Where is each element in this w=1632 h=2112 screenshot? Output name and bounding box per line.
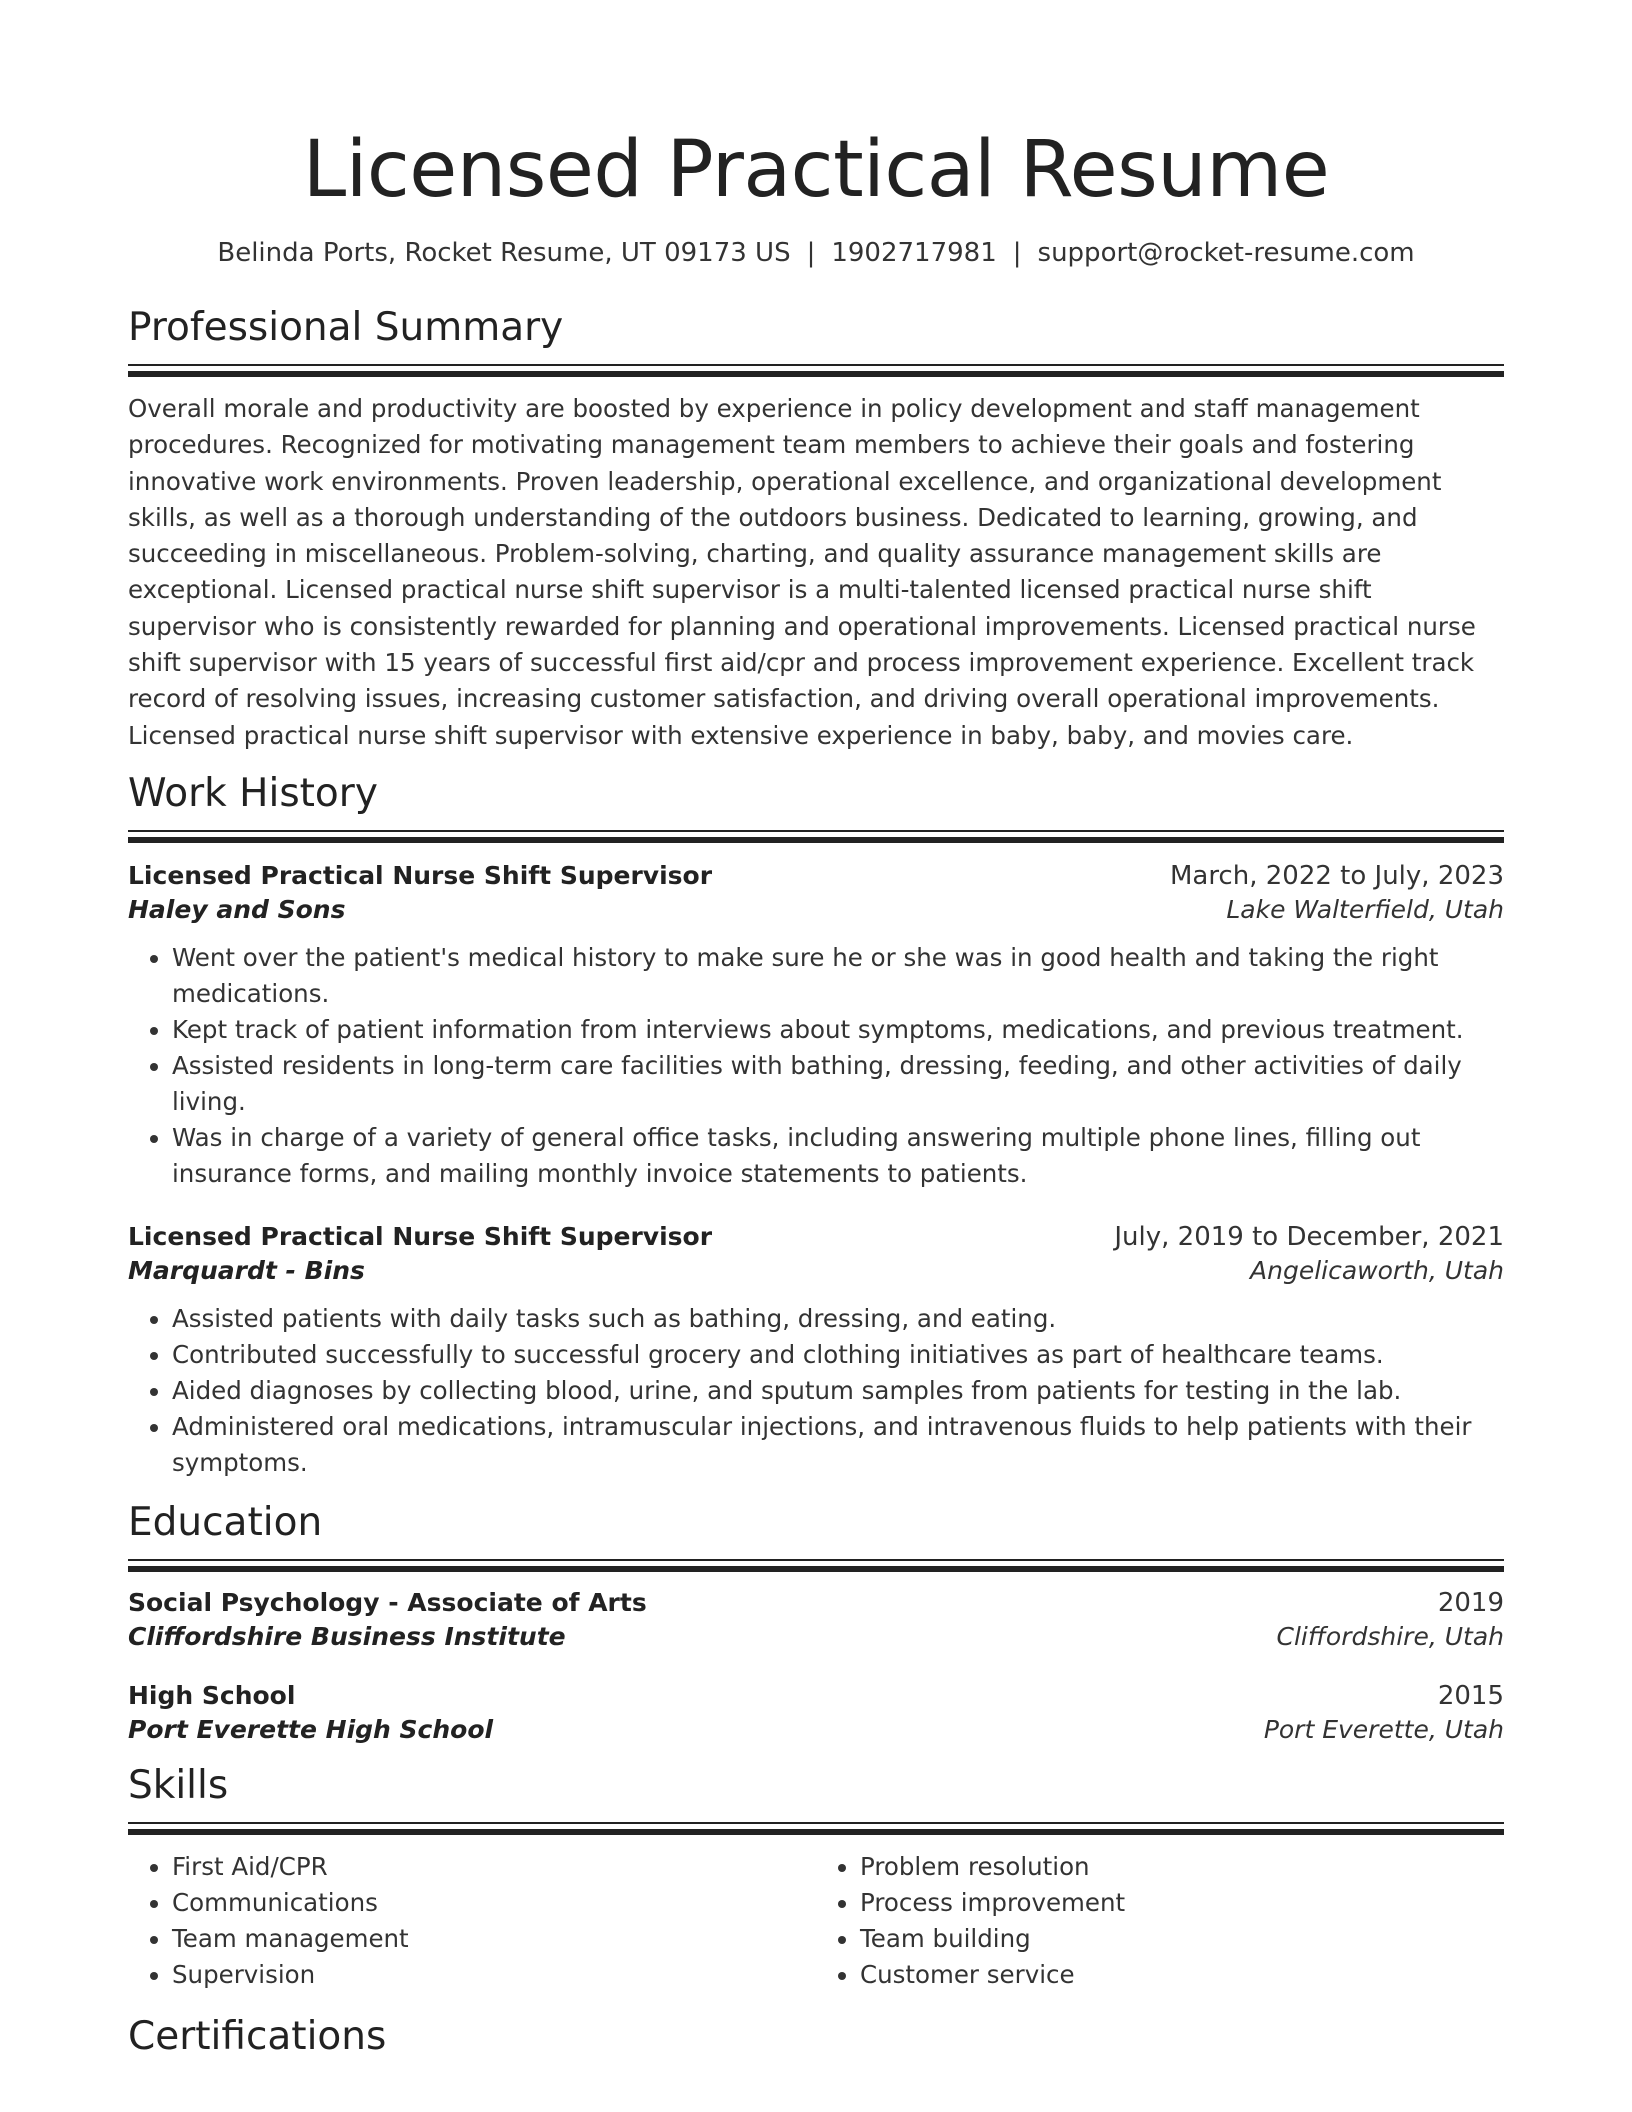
- job-company: Marquardt - Bins: [128, 1255, 365, 1285]
- skill-item: • Team building: [860, 1921, 1504, 1957]
- skill-item: • Process improvement: [860, 1885, 1504, 1921]
- job-location: Angelicaworth, Utah: [1250, 1255, 1504, 1285]
- section-heading-certifications: Certifications: [128, 2013, 387, 2059]
- skills-section: [128, 1762, 1504, 1993]
- education-school-row: [128, 1622, 1504, 1651]
- job-bullet: • Went over the patient's medical history to make sure he or she was in good health and taking the right medications.: [172, 940, 1504, 1012]
- section-heading-education: Education: [128, 1499, 323, 1545]
- job-title: Licensed Practical Nurse Shift Supervisor: [128, 860, 713, 890]
- job-bullet: • Contributed successfully to successful grocery and clothing initiatives as part of healthcare teams.: [172, 1337, 1504, 1373]
- skill-item: • First Aid/CPR: [172, 1849, 816, 1885]
- job-bullet: • Administered oral medications, intramuscular injections, and intravenous fluids to help patients with their symptoms.: [172, 1409, 1504, 1481]
- job-bullets: [128, 1301, 1504, 1481]
- education-school-row: [128, 1715, 1504, 1744]
- work-history-section: [128, 770, 1504, 1481]
- job-bullet: • Was in charge of a variety of general office tasks, including answering multiple phone lines, filling out insurance forms, and mailing monthly invoice statements to patients.: [172, 1120, 1504, 1192]
- job-title: Licensed Practical Nurse Shift Supervisor: [128, 1221, 713, 1251]
- summary-text: Overall morale and productivity are boosted by experience in policy development and staff management procedures. Recognized for motivating management team members to achieve their goals and fostering innovative work environments. Proven leadership, operational excellence, and organizational development skills, as well as a thorough understanding of the outdoors business. Dedicated to learning, growing, and succeeding in miscellaneous. Problem-solving, charting, and quality assurance management skills are exceptional. Licensed practical nurse shift supervisor is a multi-talented licensed practical nurse shift supervisor who is consistently rewarded for planning and operational improvements. Licensed practical nurse shift supervisor with 15 years of successful first aid/cpr and process improvement experience. Excellent track record of resolving issues, increasing customer satisfaction, and driving overall operational improvements. Licensed practical nurse shift supervisor with extensive experience in baby, baby, and movies care.: [128, 394, 1476, 750]
- job-entry: [128, 861, 1504, 1192]
- section-heading-summary: Professional Summary: [128, 305, 564, 350]
- section-rule-thick: [128, 1566, 1504, 1572]
- job-location: Lake Walterfield, Utah: [1226, 894, 1504, 924]
- contact-separator: |: [1012, 238, 1022, 268]
- skill-item: • Problem resolution: [860, 1849, 1504, 1885]
- job-bullets: [128, 940, 1504, 1192]
- job-company-row: [128, 1256, 1504, 1285]
- section-heading-skills: Skills: [128, 1762, 229, 1808]
- skill-item: • Team management: [172, 1921, 816, 1957]
- skills-list-right: [816, 1849, 1504, 1993]
- job-dates: July, 2019 to December, 2021: [1114, 1221, 1504, 1252]
- skill-item: • Customer service: [860, 1957, 1504, 1993]
- job-header-row: [128, 1222, 1504, 1252]
- job-dates: March, 2022 to July, 2023: [1169, 860, 1504, 891]
- job-bullet: • Assisted residents in long-term care facilities with bathing, dressing, feeding, and other activities of daily living.: [172, 1048, 1504, 1120]
- education-degree: Social Psychology - Associate of Arts: [128, 1587, 647, 1617]
- job-entry: [128, 1222, 1504, 1481]
- education-year: 2019: [1437, 1587, 1504, 1618]
- section-rule-thin: [128, 1559, 1504, 1561]
- education-location: Cliffordshire, Utah: [1276, 1621, 1504, 1651]
- education-header-row: [128, 1681, 1504, 1711]
- section-rule-thick: [128, 837, 1504, 843]
- section-rule-thin: [128, 364, 1504, 366]
- education-entry: [128, 1681, 1504, 1744]
- summary-section: [128, 304, 1504, 754]
- resume-title: Licensed Practical Resume: [302, 125, 1330, 215]
- contact-address: Belinda Ports, Rocket Resume, UT 09173 US: [217, 238, 791, 268]
- education-degree: High School: [128, 1680, 296, 1710]
- section-rule-thin: [128, 830, 1504, 832]
- job-bullet: • Kept track of patient information from interviews about symptoms, medications, and previous treatment.: [172, 1012, 1504, 1048]
- education-header-row: [128, 1588, 1504, 1618]
- section-rule-thick: [128, 371, 1504, 377]
- section-rule-thin: [128, 1822, 1504, 1824]
- job-bullet: • Assisted patients with daily tasks such as bathing, dressing, and eating.: [172, 1301, 1504, 1337]
- education-section: [128, 1499, 1504, 1744]
- education-school: Cliffordshire Business Institute: [128, 1621, 566, 1651]
- job-header-row: [128, 861, 1504, 891]
- education-location: Port Everette, Utah: [1263, 1714, 1504, 1744]
- education-school: Port Everette High School: [128, 1714, 494, 1744]
- education-entry: [128, 1588, 1504, 1651]
- contact-phone: 1902717981: [831, 238, 997, 268]
- skill-item: • Communications: [172, 1885, 816, 1921]
- job-company: Haley and Sons: [128, 894, 346, 924]
- certifications-section: [128, 2013, 1504, 2061]
- job-company-row: [128, 895, 1504, 924]
- contact-separator: |: [806, 238, 816, 268]
- section-heading-work-history: Work History: [128, 770, 378, 816]
- job-bullet: • Aided diagnoses by collecting blood, urine, and sputum samples from patients for testing in the lab.: [172, 1373, 1504, 1409]
- skills-columns: [128, 1849, 1504, 1993]
- contact-email: support@rocket-resume.com: [1037, 238, 1415, 268]
- skills-list-left: [128, 1849, 816, 1993]
- section-rule-thick: [128, 1829, 1504, 1835]
- education-year: 2015: [1437, 1680, 1504, 1711]
- contact-line: [128, 234, 1504, 272]
- skill-item: • Supervision: [172, 1957, 816, 1993]
